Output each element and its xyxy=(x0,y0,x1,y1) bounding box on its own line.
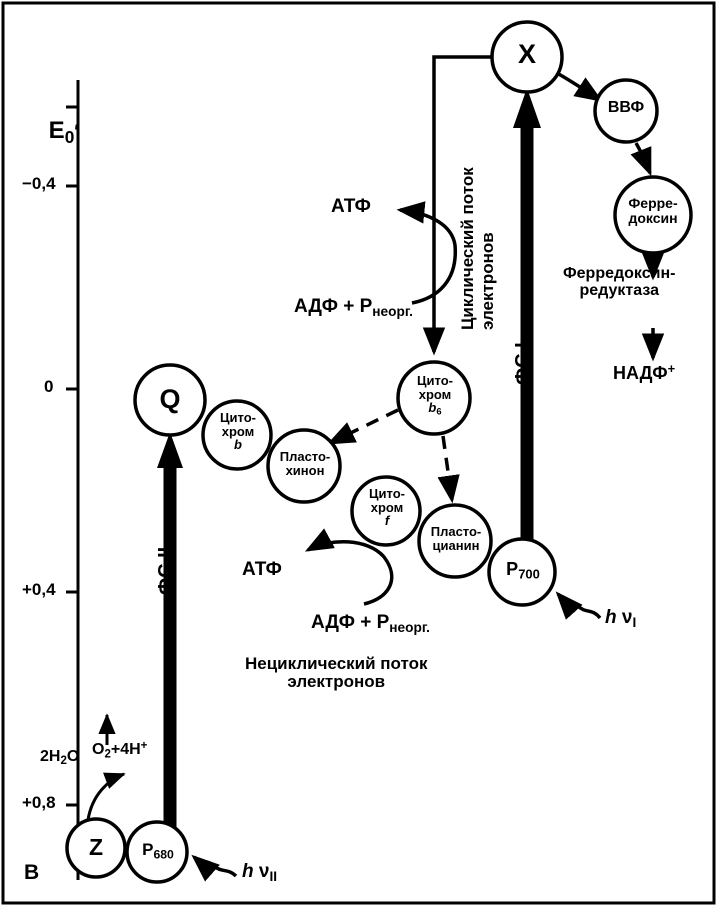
photon-arrow-psi xyxy=(558,594,600,618)
photosystem-ii-arrow xyxy=(157,432,183,830)
cyclic-flow-label: Циклический поток электронов xyxy=(458,167,497,330)
adp-label-cyclic: АДФ + $Р_{неорг.}$ xyxy=(294,296,413,319)
arrow-x-to-vvf xyxy=(557,73,600,100)
node-label-x: X xyxy=(517,39,536,69)
axis-tick-label-plus-08: +0,8 xyxy=(22,793,56,812)
arrow-vvf-to-ferredoxin xyxy=(636,143,650,173)
photon-label-psii: h $\nu_{II}$ xyxy=(242,861,278,884)
arrow-water-splitting xyxy=(88,774,124,820)
atp-label-cyclic: АТФ xyxy=(331,196,371,217)
photon-arrow-psii xyxy=(194,857,236,876)
axis-tick-label-zero: 0 xyxy=(44,377,54,396)
axis-tick-label-plus-04: +0,4 xyxy=(22,580,56,599)
node-label-ferredoxin: Ферре- доксин xyxy=(628,195,678,226)
arrow-adp-to-atp-cyclic xyxy=(400,210,455,303)
node-label-q: Q xyxy=(159,384,181,414)
arrow-cytb6-to-plastocyanin xyxy=(443,436,452,500)
water-label: $2H_2O$ xyxy=(40,748,80,768)
node-label-p680: $P_{680}$ xyxy=(142,840,174,862)
node-label-cytochrome-b6: Цито- хром $b_6$ xyxy=(417,373,453,417)
arrow-cytb6-to-plastoquinone xyxy=(330,410,398,443)
adp-label-noncyclic: АДФ + $Р_{неорг.}$ xyxy=(311,612,430,635)
diagram-border xyxy=(3,3,714,903)
photosystem-ii-label: ФС II xyxy=(155,546,177,595)
noncyclic-flow-label: Нециклический поток электронов xyxy=(245,654,428,692)
node-label-cytochrome-b: Цито- хром b xyxy=(220,410,256,453)
axis-title: $E_0'$ xyxy=(48,116,79,147)
nadp-label: НАДФ+ xyxy=(613,361,676,383)
node-label-cytochrome-f: Цито- хром f xyxy=(369,486,405,529)
node-label-plastocyanin: Пласто- цианин xyxy=(430,524,482,553)
arrow-adp-to-atp-noncyclic xyxy=(308,542,392,604)
node-label-plastoquinone: Пласто- хинон xyxy=(279,449,331,478)
node-label-vvf: ВВФ xyxy=(607,99,645,116)
node-label-z: Z xyxy=(88,834,104,860)
axis-tick-label-minus-04: −0,4 xyxy=(22,174,56,193)
node-label-p700: $P_{700}$ xyxy=(506,559,540,582)
photosystem-i-arrow xyxy=(513,88,541,548)
atp-label-noncyclic: АТФ xyxy=(242,559,282,580)
photosystem-i-label: ФС I xyxy=(512,342,534,385)
axis-unit-volts: B xyxy=(24,861,40,884)
oxygen-label: $O_2+4H^+$ xyxy=(92,740,148,761)
photon-label-psi: h $\nu_I$ xyxy=(605,607,637,630)
ferredoxin-reductase-label: Ферредоксин- редуктаза xyxy=(563,265,676,300)
